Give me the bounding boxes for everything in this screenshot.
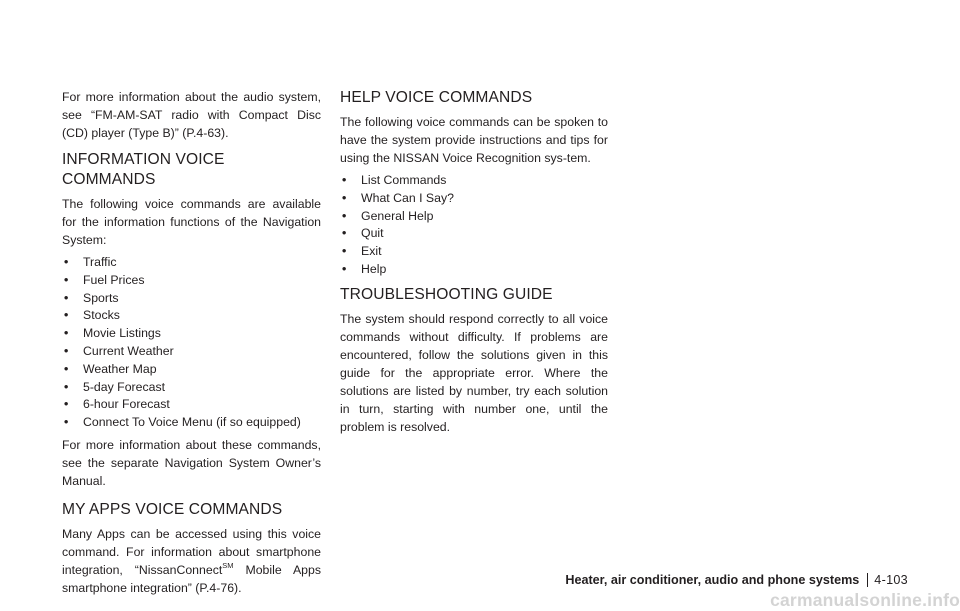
list-item-text: Help (361, 261, 387, 276)
list-item-text: Sports (83, 290, 119, 305)
bullet-icon: • (64, 379, 69, 394)
left-column (62, 88, 321, 597)
help-command-item (340, 225, 608, 243)
bullet-icon: • (64, 272, 69, 287)
bullet-icon: • (342, 190, 347, 205)
help-commands-list (340, 172, 608, 279)
list-item-text: Exit (361, 244, 382, 259)
bullet-icon: • (64, 290, 69, 305)
list-item-text: Stocks (83, 308, 120, 323)
list-item-text: Fuel Prices (83, 272, 145, 287)
info-command-item (62, 343, 321, 361)
info-command-item (62, 379, 321, 397)
list-item-text: List Commands (361, 173, 447, 187)
list-item-text: 6-hour Forecast (83, 397, 170, 412)
help-command-item (340, 190, 608, 208)
help-command-item (340, 172, 608, 190)
troubleshooting-heading: TROUBLESHOOTING GUIDE (340, 285, 553, 303)
bullet-icon: • (342, 244, 347, 259)
myapps-text-part2: Mobile Apps smartphone integration” (P.4-76). (62, 562, 321, 595)
info-command-item (62, 272, 321, 290)
bullet-icon: • (64, 308, 69, 323)
help-command-item (340, 243, 608, 261)
myapps-text-part1: Many Apps can be accessed using this voice command. For information about smartphone integration, “NissanConnect (62, 526, 321, 577)
footer-section-title: Heater, air conditioner, audio and phone systems (565, 573, 860, 587)
list-item-text: Quit (361, 226, 384, 241)
help-commands-heading: HELP VOICE COMMANDS (340, 89, 533, 106)
info-commands-list (62, 254, 321, 432)
list-item-text: 5-day Forecast (83, 379, 166, 394)
page-footer (536, 570, 908, 590)
help-command-item (340, 208, 608, 226)
audio-reference-paragraph: For more information about the audio system, see “FM-AM-SAT radio with Compact Disc (CD) player (Type B)” (P.4-63). (62, 90, 321, 140)
bullet-icon: • (342, 261, 347, 276)
bullet-icon: • (64, 343, 69, 358)
bullet-icon: • (64, 326, 69, 341)
info-command-item (62, 396, 321, 414)
bullet-icon: • (64, 415, 69, 430)
bullet-icon: • (342, 226, 347, 241)
info-command-item (62, 307, 321, 325)
info-commands-outro: For more information about these commands, see the separate Navigation System Owner’s Manual. (62, 437, 321, 488)
info-command-item (62, 361, 321, 379)
list-item-text: Connect To Voice Menu (if so equipped) (83, 415, 301, 430)
list-item-text: What Can I Say? (361, 190, 454, 205)
bullet-icon: • (64, 255, 69, 269)
page-number: 4-103 (867, 573, 908, 587)
service-mark: SM (222, 560, 234, 570)
troubleshooting-paragraph: The system should respond correctly to all voice commands without difficulty. If problems are encountered, follow the solutions given in this guide for the appropriate error. Where the solutions are listed by number, try each solution in turn, starting with number one, until the problem is resolved. (340, 311, 608, 434)
list-item-text: Movie Listings (83, 326, 161, 341)
list-item-text: Traffic (83, 255, 117, 269)
info-command-item (62, 290, 321, 308)
info-command-item (62, 254, 321, 272)
watermark: carmanualsonline.info (770, 590, 960, 610)
right-column (340, 88, 608, 436)
bullet-icon: • (342, 173, 347, 187)
list-item-text: Weather Map (83, 361, 157, 376)
bullet-icon: • (342, 208, 347, 223)
help-commands-intro: The following voice commands can be spoken to have the system provide instructions and tips for using the NISSAN Voice Recognition sys-tem. (340, 115, 608, 165)
info-command-item (62, 325, 321, 343)
help-command-item (340, 261, 608, 279)
list-item-text: General Help (361, 208, 434, 223)
info-command-item (62, 414, 321, 432)
info-commands-intro: The following voice commands are available for the information functions of the Navigation System: (62, 197, 321, 247)
myapps-commands-paragraph (62, 525, 321, 597)
myapps-commands-heading: MY APPS VOICE COMMANDS (62, 500, 283, 518)
list-item-text: Current Weather (83, 343, 174, 358)
info-commands-heading: INFORMATION VOICE COMMANDS (62, 151, 225, 188)
bullet-icon: • (64, 397, 69, 412)
bullet-icon: • (64, 361, 69, 376)
